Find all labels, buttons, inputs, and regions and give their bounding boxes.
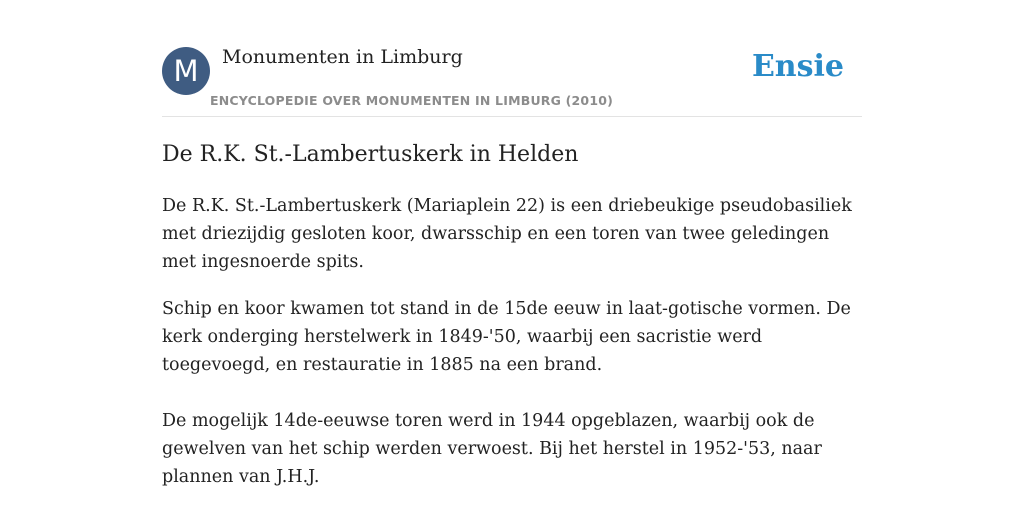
source-avatar[interactable]: M xyxy=(162,47,210,95)
article-paragraph-2: Schip en koor kwamen tot stand in de 15de eeuw in laat-gotische vormen. De kerk onderging herstelwerk in 1849-'50, waarbij een sacristie werd toegevoegd, en restauratie in 1885 na een brand. xyxy=(162,299,851,375)
source-title[interactable]: Monumenten in Limburg xyxy=(222,46,463,68)
source-header xyxy=(162,40,862,117)
source-subtitle: ENCYCLOPEDIE OVER MONUMENTEN IN LIMBURG (2010) xyxy=(210,93,614,108)
article-paragraph-3: De mogelijk 14de-eeuwse toren werd in 1944 opgeblazen, waarbij ook de gewelven van het schip werden verwoest. Bij het herstel in 1952-'53, naar plannen van J.H.J. xyxy=(162,411,822,487)
ensie-logo-link[interactable]: Ensie xyxy=(751,49,844,84)
article-paragraph-1: De R.K. St.-Lambertuskerk (Mariaplein 22) is een driebeukige pseudobasiliek met driezijdig gesloten koor, dwarsschip en een toren van twee geledingen met ingesnoerde spits. xyxy=(162,196,852,272)
article-title: De R.K. St.-Lambertuskerk in Helden xyxy=(162,142,579,167)
